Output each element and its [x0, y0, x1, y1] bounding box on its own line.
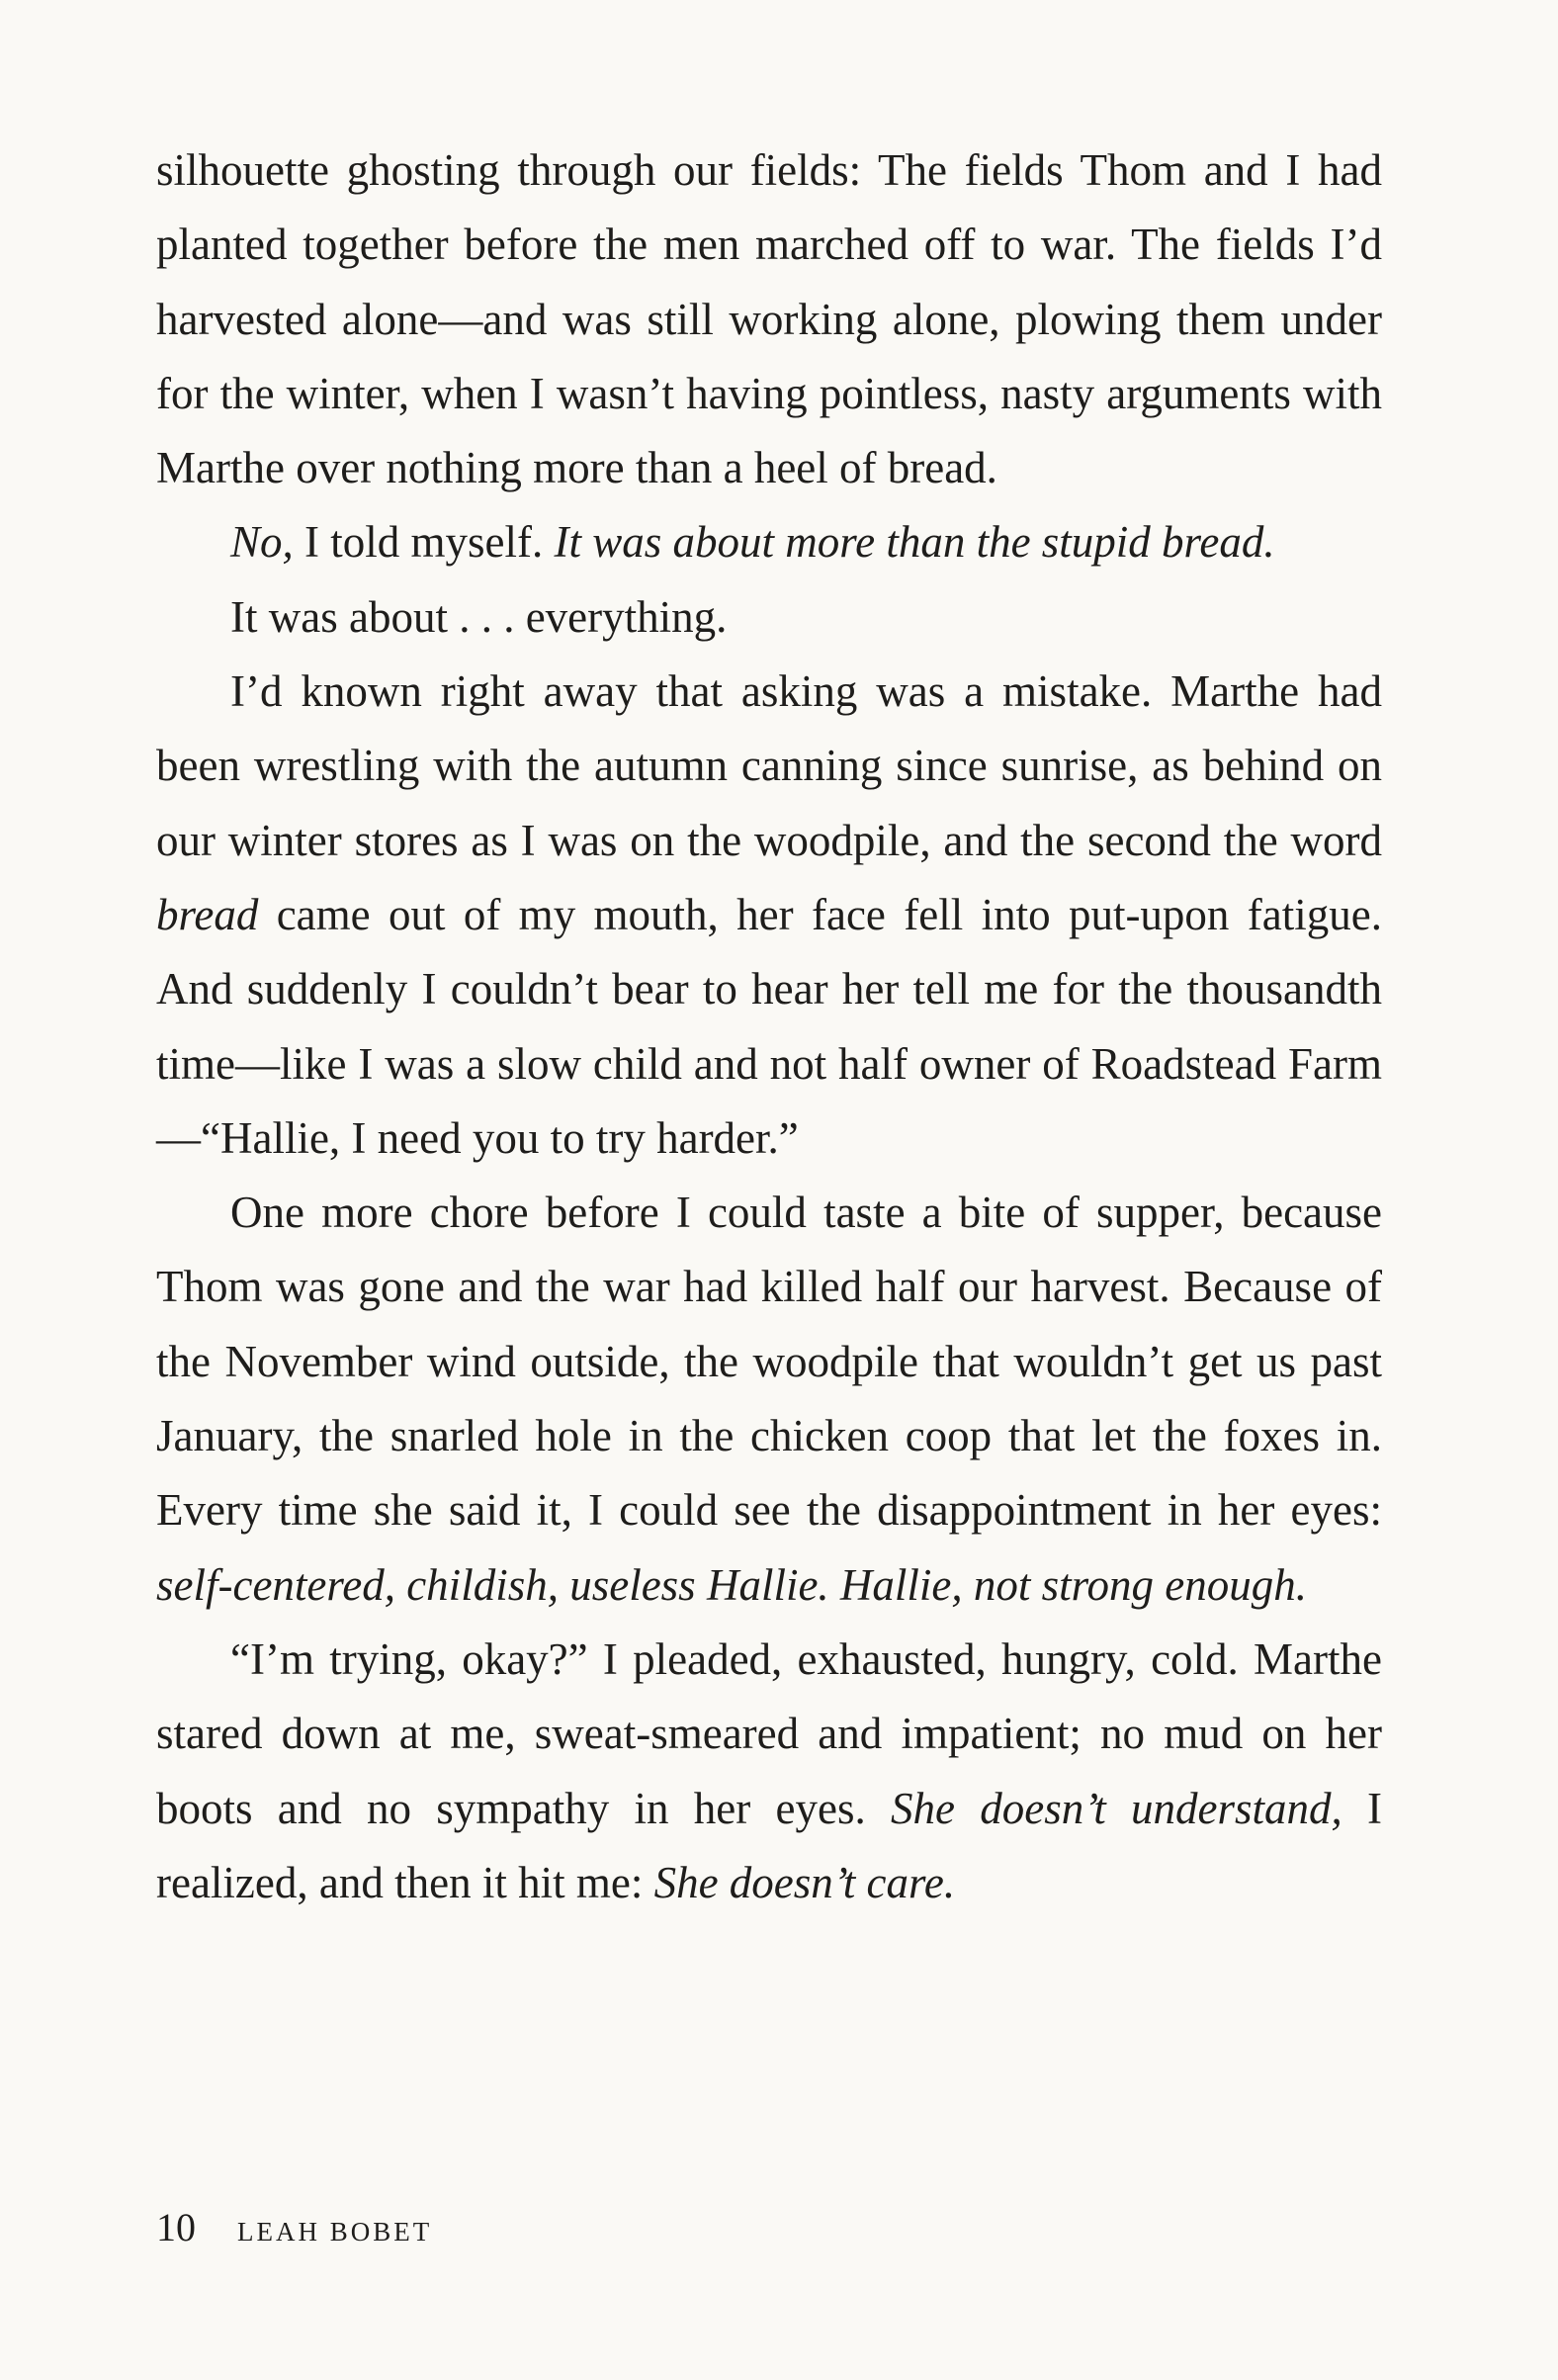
italic-text-run: She doesn’t care.: [653, 1857, 956, 1907]
page-footer: [156, 2203, 432, 2256]
body-text: [156, 133, 1382, 1920]
italic-text-run: It was about more than the stupid bread.: [554, 517, 1275, 568]
italic-text-run: No,: [230, 517, 294, 568]
italic-text-run: self-centered, childish, useless Hallie. Hallie, not strong enough.: [156, 1559, 1307, 1610]
running-head-author: LEAH BOBET: [237, 2217, 433, 2247]
text-run: I realized, and then it hit me:: [156, 1783, 1382, 1907]
text-run: silhouette ghosting through our fields: The fields Thom and I had planted together before the men marched off to war. The fields I’d harvested alone—and was still working alone, plowing them under for the winter, when I wasn’t having pointless, nasty arguments with Marthe over nothing more than a heel of bread.: [156, 145, 1382, 493]
paragraph: [156, 655, 1382, 1176]
paragraph: [156, 1623, 1382, 1920]
paragraph: [156, 505, 1382, 579]
text-run: “I’m trying, okay?” I pleaded, exhausted, hungry, cold. Marthe stared down at me, sweat-smeared and impatient; no mud on her boots and no sympathy in her eyes.: [156, 1633, 1382, 1833]
text-run: I told myself.: [293, 517, 555, 568]
paragraph: [156, 580, 1382, 655]
paragraph: [156, 133, 1382, 505]
text-run: came out of my mouth, her face fell into put-upon fatigue. And suddenly I couldn’t bear to hear her tell me for the thousandth time—like I was a slow child and not half owner of Roadstead Farm—“Hallie, I need you to try harder.”: [156, 889, 1382, 1163]
text-run: I’d known right away that asking was a mistake. Marthe had been wrestling with the autumn canning since sunrise, as behind on our winter stores as I was on the woodpile, and the second the word: [156, 666, 1382, 865]
italic-text-run: bread: [156, 889, 259, 939]
paragraph: [156, 1176, 1382, 1623]
italic-text-run: She doesn’t understand,: [891, 1783, 1342, 1833]
text-run: It was about . . . everything.: [230, 591, 728, 642]
text-run: One more chore before I could taste a bite of supper, because Thom was gone and the war had killed half our harvest. Because of the November wind outside, the woodpile that wouldn’t get us past January, the snarled hole in the chicken coop that let the foxes in. Every time she said it, I could see the disappointment in her eyes:: [156, 1188, 1382, 1536]
page-number: 10: [156, 2205, 196, 2249]
